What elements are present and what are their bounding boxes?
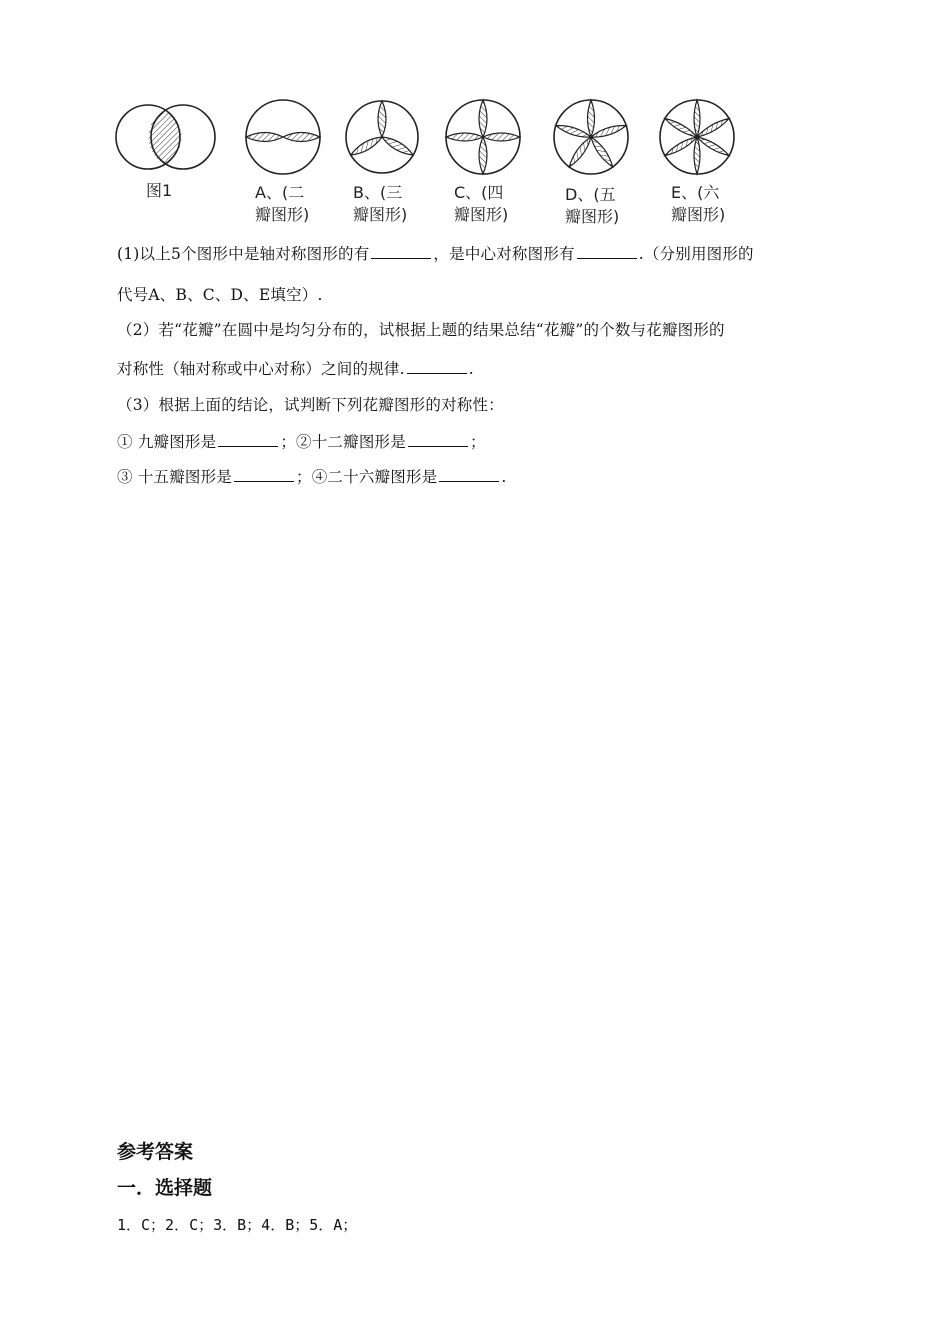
caption-c-line2: 瓣图形) <box>454 205 509 224</box>
q1-text-c: .（分别用图形的 <box>638 245 754 263</box>
caption-c-line1: C、(四 <box>454 183 504 202</box>
q3-sep2: ；④二十六瓣图形是 <box>296 468 438 486</box>
q3-blank-2[interactable] <box>408 432 468 447</box>
q3-line2 <box>117 467 506 487</box>
q3-end1: ； <box>469 433 486 451</box>
answers-title: 参考答案 <box>117 1141 194 1163</box>
figure-a <box>246 100 320 174</box>
q1-line2: 代号A、B、C、D、E填空）. <box>117 286 323 304</box>
q1-blank-center[interactable] <box>577 244 637 259</box>
q2-line1: （2）若“花瓣”在圆中是均匀分布的，试根据上题的结果总结“花瓣”的个数与花瓣图形的 <box>117 321 725 339</box>
q3-item1: ① 九瓣图形是 <box>117 433 217 451</box>
q2-text-b: . <box>468 360 474 378</box>
figure-e <box>660 100 734 174</box>
q2-text-a: 对称性（轴对称或中心对称）之间的规律. <box>117 360 405 378</box>
q2-line2 <box>117 359 474 379</box>
figure-1 <box>116 105 215 169</box>
caption-d-line2: 瓣图形) <box>565 207 620 226</box>
caption-a-line2: 瓣图形) <box>255 205 310 224</box>
figure-d <box>554 100 628 174</box>
q1-blank-axis[interactable] <box>371 244 431 259</box>
q3-end2: . <box>501 468 507 486</box>
figure-b <box>346 101 418 173</box>
q2-blank-rule[interactable] <box>407 359 467 374</box>
q3-blank-1[interactable] <box>218 432 278 447</box>
q3-item3: ③ 十五瓣图形是 <box>117 468 233 486</box>
q1-line1 <box>117 244 754 264</box>
caption-b-line1: B、(三 <box>353 183 403 202</box>
caption-d-line1: D、(五 <box>565 185 616 204</box>
caption-b-line2: 瓣图形) <box>353 205 408 224</box>
q3-blank-3[interactable] <box>234 467 294 482</box>
figure-row <box>110 92 750 232</box>
caption-a-line1: A、(二 <box>255 183 305 202</box>
caption-e-line1: E、(六 <box>671 183 720 202</box>
q3-blank-4[interactable] <box>439 467 499 482</box>
q3-sep1: ；②十二瓣图形是 <box>280 433 406 451</box>
caption-fig1: 图1 <box>146 181 173 200</box>
q3-intro: （3）根据上面的结论，试判断下列花瓣图形的对称性： <box>117 396 504 414</box>
answers-section: 一．选择题 <box>117 1177 213 1199</box>
flower-figures-svg <box>110 92 750 182</box>
figure-c <box>446 100 520 174</box>
answers-line: 1．C；2．C；3．B；4．B；5．A； <box>117 1216 358 1234</box>
caption-e-line2: 瓣图形) <box>671 205 726 224</box>
q1-text-a: (1)以上5个图形中是轴对称图形的有 <box>117 245 370 263</box>
q3-line1 <box>117 432 486 452</box>
q1-text-b: ，是中心对称图形有 <box>433 245 575 263</box>
